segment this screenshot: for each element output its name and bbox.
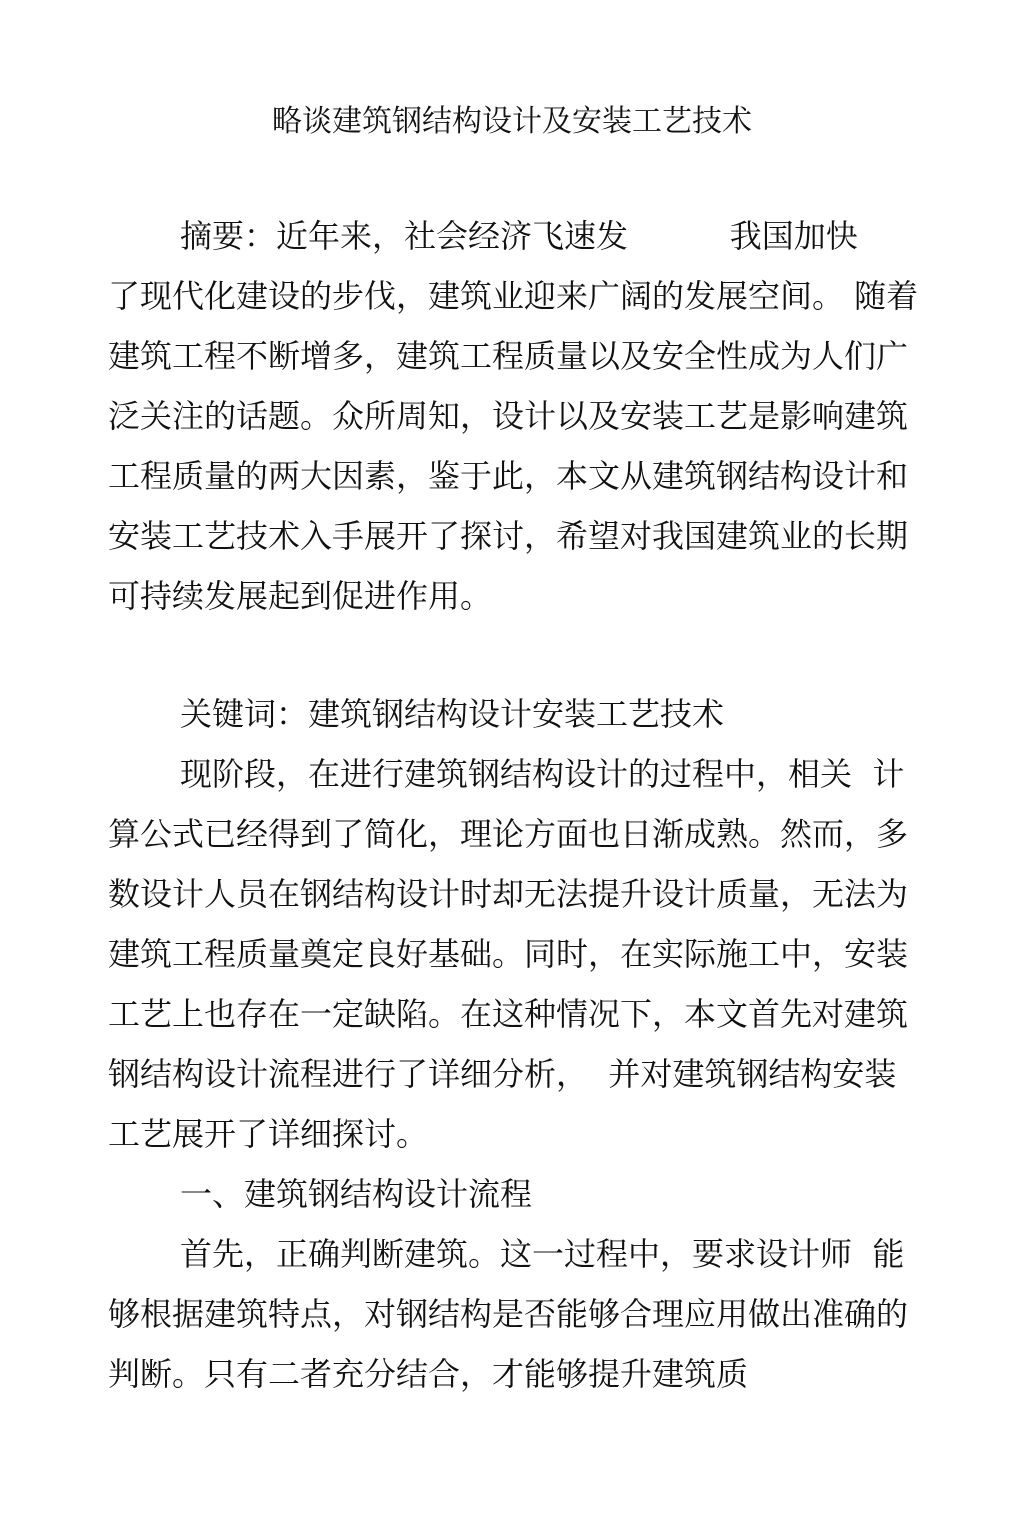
abstract-line: 工程质量的两大因素，鉴于此，本文从建筑钢结构设计和 (108, 457, 909, 495)
body-line: 算公式已经得到了简化，理论方面也日渐成熟。然而，多 (108, 815, 909, 853)
document-title: 略谈建筑钢结构设计及安装工艺技术 (272, 104, 752, 139)
body-line: 够根据建筑特点，对钢结构是否能够合理应用做出准确的 (108, 1295, 909, 1333)
body-line: 判断。只有二者充分结合，才能够提升建筑质 (108, 1355, 749, 1393)
body-line: 数设计人员在钢结构设计时却无法提升设计质量，无法为 (108, 875, 909, 913)
abstract-line: 建筑工程不断增多，建筑工程质量以及安全性成为人们广 (108, 337, 909, 375)
body-line: 钢结构设计流程进行了详细分析， 并对建筑钢结构安装 (108, 1055, 897, 1093)
abstract-line: 可持续发展起到促进作用。 (108, 577, 493, 615)
body-line: 工艺上也存在一定缺陷。在这种情况下，本文首先对建筑 (108, 995, 909, 1033)
abstract-line: 安装工艺技术入手展开了探讨，希望对我国建筑业的长期 (108, 517, 909, 555)
section-heading: 一、建筑钢结构设计流程 (180, 1175, 533, 1213)
abstract-line: 泛关注的话题。众所周知，设计以及安装工艺是影响建筑 (108, 397, 909, 435)
body-line: 建筑工程质量奠定良好基础。同时，在实际施工中，安装 (108, 935, 909, 973)
abstract-line: 摘要：近年来，社会经济飞速发 我国加快 (180, 217, 858, 255)
body-line: 现阶段，在进行建筑钢结构设计的过程中，相关 计 (180, 755, 905, 793)
body-line: 首先，正确判断建筑。这一过程中，要求设计师 能 (180, 1235, 905, 1273)
abstract-line: 了现代化建设的步伐，建筑业迎来广阔的发展空间。 随着 (108, 277, 919, 315)
body-line: 工艺展开了详细探讨。 (108, 1115, 429, 1153)
keywords-line: 关键词：建筑钢结构设计安装工艺技术 (180, 695, 725, 733)
